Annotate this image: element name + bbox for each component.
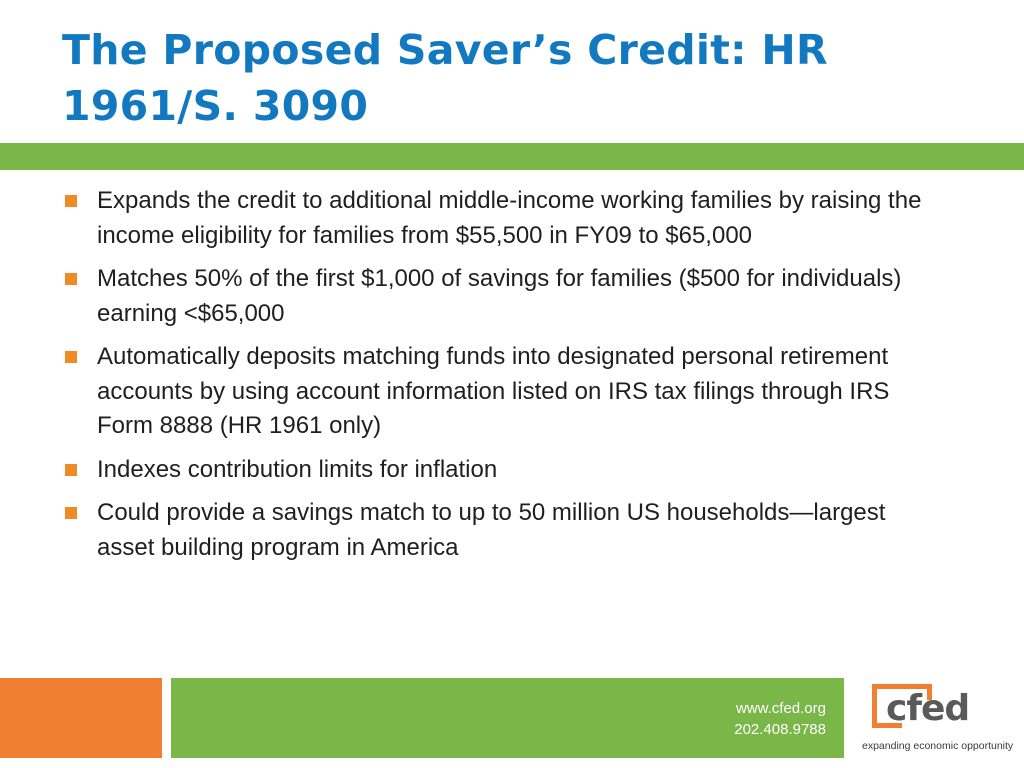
bullet-item: [62, 340, 922, 444]
bullet-list: [62, 184, 922, 574]
bullet-text: Could provide a savings match to up to 50 million US households—largest asset building program in America: [97, 499, 886, 561]
website-link[interactable]: www.cfed.org: [735, 700, 826, 717]
logo-tagline: expanding economic opportunity: [862, 740, 1014, 752]
title-accent-bar: [0, 143, 1024, 170]
square-bullet-icon: [65, 273, 77, 285]
phone-number: 202.408.9788: [734, 721, 826, 738]
contact-info: [734, 698, 826, 740]
square-bullet-icon: [65, 507, 77, 519]
logo-wordmark: cfed: [886, 688, 970, 729]
footer-green-bar: [171, 678, 844, 758]
bullet-text: Indexes contribution limits for inflation: [97, 455, 498, 483]
square-bullet-icon: [65, 351, 77, 363]
bullet-text: Automatically deposits matching funds into designated personal retirement accounts by using account information listed on IRS tax filings through IRS Form 8888 (HR 1961 only): [97, 343, 890, 439]
bullet-item: [62, 453, 922, 488]
bullet-text: Expands the credit to additional middle-income working families by raising the income eligibility for families from $55,500 in FY09 to $65,000: [97, 187, 922, 249]
cfed-logo: [858, 678, 1018, 762]
bullet-item: [62, 262, 922, 331]
square-bullet-icon: [65, 464, 77, 476]
square-bullet-icon: [65, 195, 77, 207]
bullet-item: [62, 184, 922, 253]
slide-title: The Proposed Saver’s Credit: HR 1961/S. 3090: [62, 26, 828, 130]
bullet-text: Matches 50% of the first $1,000 of savings for families ($500 for individuals) earning <$65,000: [97, 265, 902, 327]
footer-orange-block: [0, 678, 162, 758]
bullet-item: [62, 496, 922, 565]
